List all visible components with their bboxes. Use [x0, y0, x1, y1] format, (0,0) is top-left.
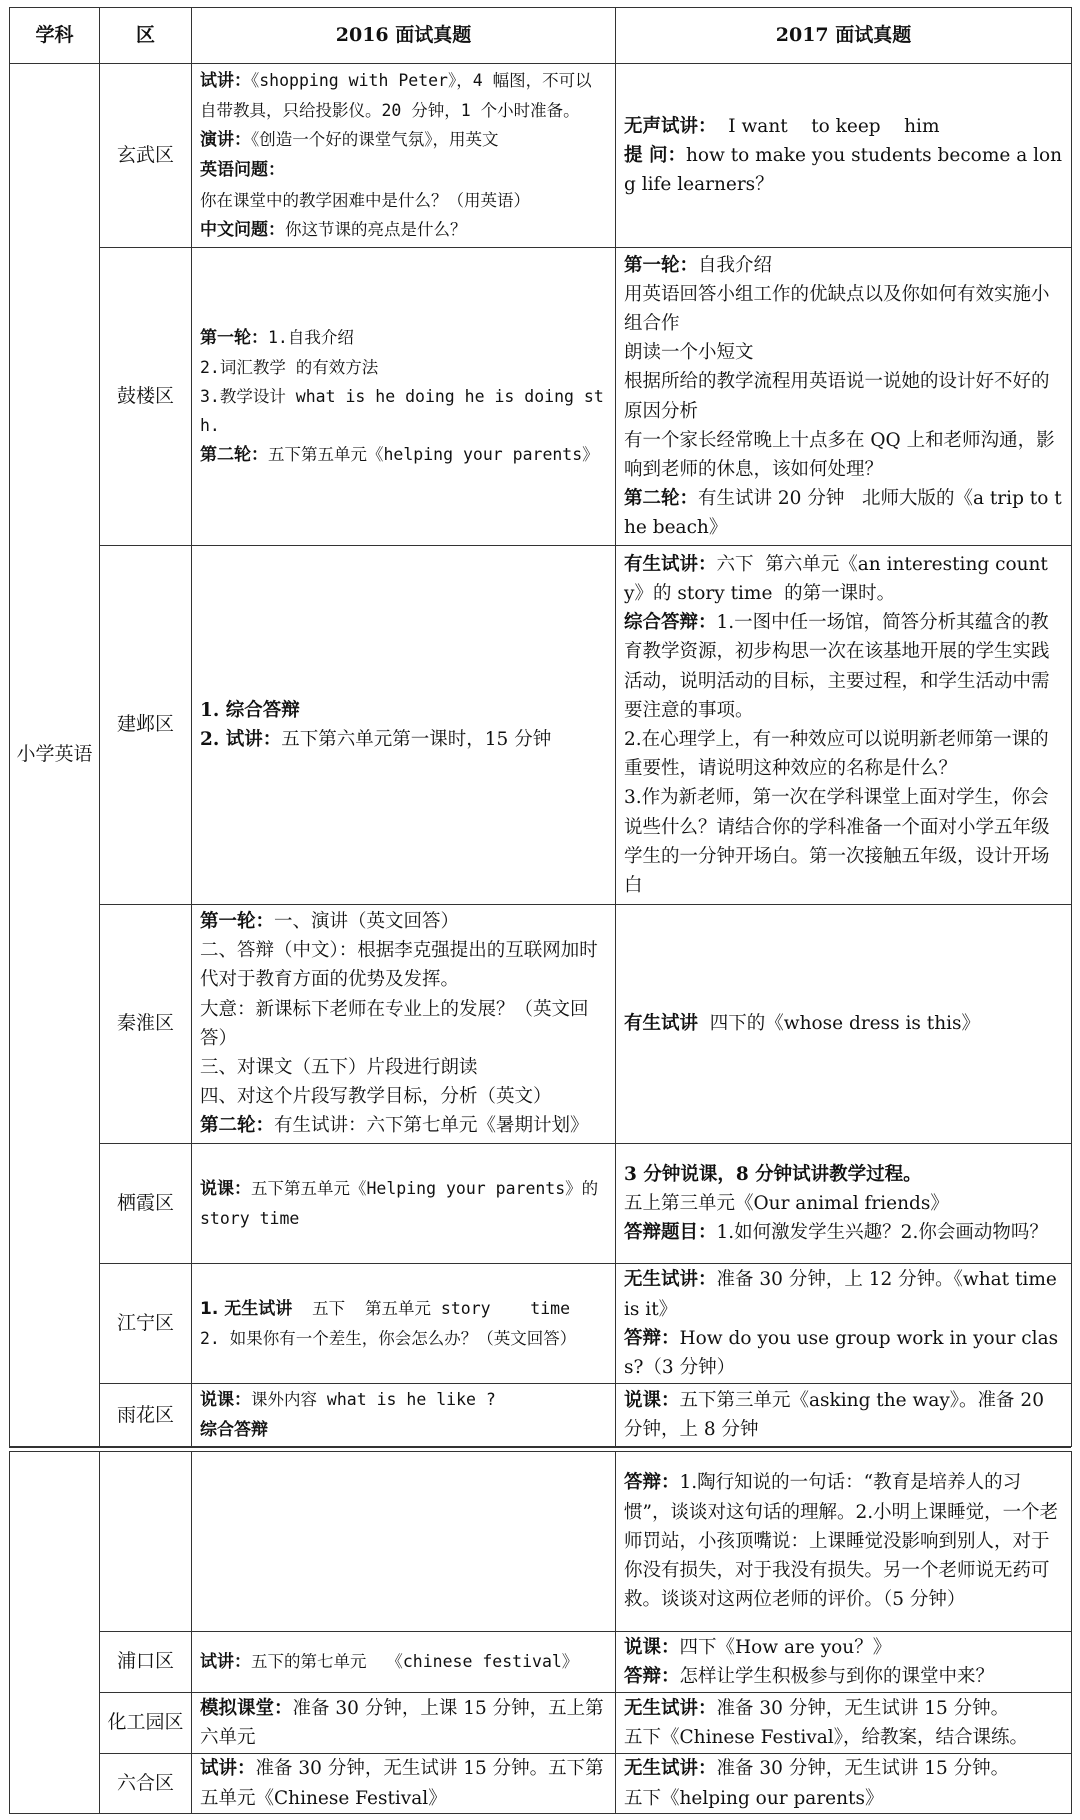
cell-line: [624, 1218, 1063, 1247]
bold-label: 3 分钟说课，8 分钟试讲教学过程。: [624, 1163, 922, 1185]
bold-label: 1. 无生试讲: [200, 1299, 293, 1319]
line-text: 二、答辩（中文）：根据李克强提出的互联网加时代对于教育方面的优势及发挥。: [200, 940, 598, 991]
district-cell: 浦口区: [100, 1632, 192, 1693]
y2016-cell: [192, 1143, 616, 1263]
bold-label: 综合答辩：: [624, 612, 717, 634]
cell-line: [624, 251, 1063, 280]
line-text: 有生试讲：六下第七单元《暑期计划》: [274, 1115, 589, 1137]
line-text: 有一个家长经常晚上十点多在 QQ 上和老师沟通，影响到老师的休息，该如何处理？: [624, 429, 1055, 480]
line-text: 怎样让学生积极参与到你的课堂中来？: [679, 1666, 995, 1687]
cell-line: [200, 1415, 607, 1445]
bold-label: 答辩：: [624, 1666, 680, 1687]
cell-line: [624, 484, 1063, 542]
line-text: 自我介绍: [698, 254, 773, 276]
row-xuanwu: [10, 64, 1072, 248]
bold-label: 说课：: [200, 1389, 251, 1410]
line-text: 五下《helping our parents》: [624, 1787, 884, 1809]
bold-label: 有生试讲: [624, 1013, 699, 1035]
line-text: 朗读一个小短文: [624, 342, 754, 364]
line-text: 用英语回答小组工作的优缺点以及你如何有效实施小组合作: [624, 283, 1050, 334]
cell-line: [624, 1754, 1063, 1783]
line-text: 3.作为新老师，第一次在学科课堂上面对学生，你会说些什么？请结合你的学科准备一个面对小学五年级学生的一分钟开场白。第一次接触五年级，设计开场白: [624, 787, 1050, 897]
cell-line: [624, 1265, 1063, 1323]
bold-label: 无生试讲：: [624, 1697, 717, 1719]
y2016-cell: [192, 546, 616, 904]
line-text: 五下第五单元《helping your parents》: [268, 445, 599, 465]
y2016-cell: [192, 1754, 616, 1814]
cell-line: [200, 323, 607, 353]
cell-line: [200, 1647, 607, 1677]
bold-label: 说课：: [200, 1178, 251, 1199]
y2017-cell: [616, 1264, 1072, 1384]
cell-line: [624, 1723, 1063, 1752]
y2016-cell: [192, 1632, 616, 1693]
line-text: 五下 第五单元 story time: [292, 1299, 571, 1318]
cell-line: [624, 1009, 1063, 1038]
cell-line: [200, 1174, 607, 1233]
line-text: I want to keep him: [716, 115, 940, 137]
bold-label: 模拟课堂：: [200, 1697, 293, 1719]
row-jianye: [10, 546, 1072, 904]
table-break-line: [9, 1447, 1071, 1448]
bold-label: 2. 试讲：: [200, 729, 282, 751]
row-jiangning: [10, 1264, 1072, 1384]
cell-line: [200, 353, 607, 382]
cell-line: [200, 155, 607, 214]
bold-label: 第二轮：: [624, 488, 699, 510]
interview-table-part1: [9, 7, 1072, 1447]
district-cell: 六合区: [100, 1754, 192, 1814]
line-text: 3.教学设计 what is he doing he is doing sth.: [200, 386, 604, 436]
district-cell: 江宁区: [100, 1264, 192, 1384]
bold-label: 说课：: [624, 1636, 680, 1658]
bold-label: 有生试讲：: [624, 553, 717, 575]
row-gulou: [10, 247, 1072, 546]
bold-label: 提 问：: [624, 144, 686, 166]
line-text: 准备 30 分钟，无生试讲 15 分钟。: [716, 1758, 1010, 1780]
cell-line: [624, 1662, 1063, 1691]
cell-line: [200, 1694, 607, 1752]
cell-line: [200, 1385, 607, 1415]
cell-line: [624, 367, 1063, 425]
y2017-cell: [616, 1632, 1072, 1693]
y2016-cell: [192, 1264, 616, 1384]
row-continued: [10, 1452, 1072, 1632]
district-cell: 鼓楼区: [100, 247, 192, 546]
district-cell: 玄武区: [100, 64, 192, 248]
header-2016: 2016 面试真题: [192, 8, 616, 64]
line-text: 1.如何激发学生兴趣？2.你会画动物吗？: [716, 1222, 1048, 1244]
header-row: [10, 8, 1072, 64]
y2017-cell: [616, 546, 1072, 904]
district-cell: 建邺区: [100, 546, 192, 904]
line-text: 有生试讲 20 分钟 北师大版的《a trip to the beach》: [624, 488, 1062, 539]
row-qixia: [10, 1143, 1072, 1263]
subject-cell: 小学英语: [10, 64, 100, 1447]
line-text: 《shopping with Peter》，4 幅图，不可以自带教具，只给投影仪。20 分钟，1 个小时准备。: [200, 70, 592, 120]
line-text: 五下第三单元《asking the way》。准备 20 分钟，上 8 分钟: [624, 1389, 1050, 1441]
line-text: 1.自我介绍: [268, 327, 354, 347]
cell-line: [624, 1324, 1063, 1382]
line-text: 2.词汇教学 的有效方法: [200, 357, 379, 377]
header-subject: 学科: [10, 8, 100, 64]
y2017-cell: [616, 1143, 1072, 1263]
cell-line: [200, 382, 607, 440]
bold-label: 第二轮：: [200, 445, 268, 466]
cell-line: [624, 1386, 1063, 1444]
cell-line: [200, 1294, 607, 1324]
y2017-cell: [616, 1452, 1072, 1632]
cell-line: [200, 125, 607, 155]
cell-line: [624, 1784, 1063, 1813]
line-text: 准备 30 分钟，上 12 分钟。《what time is it》: [624, 1269, 1063, 1320]
line-text: 1.陶行知说的一句话：“教育是培养人的习惯”，谈谈对这句话的理解。2.小明上课睡觉，一个老师罚站，小孩顶嘴说：上课睡觉没影响到别人，对于你没有损失，对于我没有损失。另一个老师说无药可救。谈谈对这两位老师的评价。（5 分钟）: [624, 1472, 1059, 1611]
bold-label: 无生试讲：: [624, 1758, 717, 1780]
line-text: 课外内容 what is he like ?: [251, 1389, 496, 1409]
cell-line: [200, 1082, 607, 1111]
bold-label: 第一轮：: [200, 910, 275, 932]
cell-line: [624, 1160, 1063, 1189]
bold-label: 试讲：: [200, 1651, 251, 1672]
cell-line: [200, 995, 607, 1053]
cell-line: [624, 550, 1063, 608]
row-pukou: [10, 1632, 1072, 1693]
y2016-cell: [192, 64, 616, 248]
line-text: 准备 30 分钟，无生试讲 15 分钟。: [716, 1697, 1010, 1719]
row-luhe: [10, 1754, 1072, 1814]
y2016-cell: [192, 247, 616, 546]
cell-line: [624, 725, 1063, 783]
bold-label: 1. 综合答辩: [200, 699, 300, 721]
line-text: 你在课堂中的教学困难中是什么？（用英语）: [200, 190, 530, 210]
cell-line: [200, 440, 607, 470]
line-text: 2.在心理学上，有一种效应可以说明新老师第一课的重要性，请说明这种效应的名称是什么？: [624, 729, 1049, 780]
cell-line: [200, 1324, 607, 1353]
cell-line: [200, 696, 607, 725]
line-text: 准备 30 分钟，无生试讲 15 分钟。五下第五单元《Chinese Festival》: [200, 1758, 604, 1809]
header-district: 区: [100, 8, 192, 64]
bold-label: 第一轮：: [624, 254, 699, 276]
bold-label: 演讲：: [200, 130, 251, 151]
cell-line: [624, 141, 1063, 199]
y2016-cell: [192, 1693, 616, 1754]
district-cell: 栖霞区: [100, 1143, 192, 1263]
line-text: 三、对课文（五下）片段进行朗读: [200, 1056, 478, 1078]
cell-line: [624, 1633, 1063, 1662]
cell-line: [624, 783, 1063, 900]
bold-label: 无生试讲：: [624, 1269, 717, 1291]
line-text: 一、演讲（英文回答）: [274, 910, 460, 932]
bold-label: 试讲：: [200, 70, 251, 91]
y2016-cell: [192, 904, 616, 1143]
bold-label: 第二轮：: [200, 1115, 275, 1137]
line-text: 1.一图中任一场馆，简答分析其蕴含的教育教学资源，初步构思一次在该基地开展的学生实践活动，说明活动的目标，主要过程，和学生活动中需要注意的事项。: [624, 612, 1050, 721]
cell-line: [200, 1053, 607, 1082]
bold-label: 试讲：: [200, 1758, 256, 1780]
bold-label: 答辩题目：: [624, 1222, 717, 1244]
cell-line: [624, 426, 1063, 484]
district-cell: [100, 1452, 192, 1632]
line-text: How do you use group work in your class?（3 分钟）: [624, 1327, 1059, 1378]
line-text: 五下第六单元第一课时，15 分钟: [281, 729, 552, 751]
cell-line: [624, 112, 1063, 141]
y2017-cell: [616, 1754, 1072, 1814]
cell-line: [200, 1111, 607, 1140]
line-text: 你这节课的亮点是什么？: [285, 219, 467, 239]
cell-line: [200, 936, 607, 994]
y2016-cell: [192, 1452, 616, 1632]
cell-line: [624, 1694, 1063, 1723]
y2017-cell: [616, 1384, 1072, 1447]
row-yuhua: [10, 1384, 1072, 1447]
row-huagongyuan: [10, 1693, 1072, 1754]
line-text: 大意：新课标下老师在专业上的发展？（英文回答）: [200, 998, 589, 1049]
cell-line: [624, 1189, 1063, 1218]
line-text: 五下第五单元《Helping your parents》的 story time: [200, 1178, 609, 1228]
y2017-cell: [616, 247, 1072, 546]
cell-line: [624, 338, 1063, 367]
line-text: 2. 如果你有一个差生，你会怎么办？（英文回答）: [200, 1329, 577, 1349]
line-text: 五下《Chinese Festival》，给教案，结合课练。: [624, 1727, 1028, 1748]
line-text: 五上第三单元《Our animal friends》: [624, 1192, 949, 1214]
line-text: how to make you students become a long life learners？: [624, 144, 1063, 195]
y2017-cell: [616, 1693, 1072, 1754]
y2017-cell: [616, 64, 1072, 248]
cell-line: [200, 66, 607, 125]
line-text: 根据所给的教学流程用英语说一说她的设计好不好的原因分析: [624, 371, 1050, 422]
interview-table-part2: [9, 1451, 1072, 1814]
bold-label: 答辩：: [624, 1472, 680, 1494]
line-text: 四下《How are you？》: [679, 1636, 892, 1658]
district-cell: 秦淮区: [100, 904, 192, 1143]
bold-label: 第一轮：: [200, 327, 268, 348]
bold-label: 中文问题：: [200, 219, 285, 240]
y2017-cell: [616, 904, 1072, 1143]
cell-line: [624, 608, 1063, 725]
header-2017: 2017 面试真题: [616, 8, 1072, 64]
y2016-cell: [192, 1384, 616, 1447]
cell-line: [624, 1468, 1063, 1614]
cell-line: [624, 280, 1063, 338]
district-cell: 化工园区: [100, 1693, 192, 1754]
bold-label: 说课：: [624, 1389, 680, 1411]
district-cell: 雨花区: [100, 1384, 192, 1447]
line-text: 《创造一个好的课堂气氛》，用英文: [251, 130, 499, 150]
line-text: 准备 30 分钟，上课 15 分钟，五上第六单元: [200, 1697, 604, 1748]
cell-line: [200, 907, 607, 936]
bold-label: 英语问题：: [200, 160, 285, 181]
cell-line: [200, 725, 607, 754]
row-qinhuai: [10, 904, 1072, 1143]
bold-label: 综合答辩: [200, 1420, 268, 1441]
cell-line: [200, 215, 607, 245]
line-text: 四下的《whose dress is this》: [698, 1013, 981, 1035]
line-text: 六下 第六单元《an interesting county》的 story time 的第一课时。: [624, 553, 1048, 605]
bold-label: 无声试讲：: [624, 115, 717, 137]
cell-line: [200, 1754, 607, 1812]
subject-cell-continued: [10, 1452, 100, 1814]
line-text: 五下的第七单元 《chinese festival》: [251, 1651, 579, 1671]
bold-label: 答辩：: [624, 1327, 680, 1349]
line-text: 四、对这个片段写教学目标，分析（英文）: [200, 1086, 552, 1108]
